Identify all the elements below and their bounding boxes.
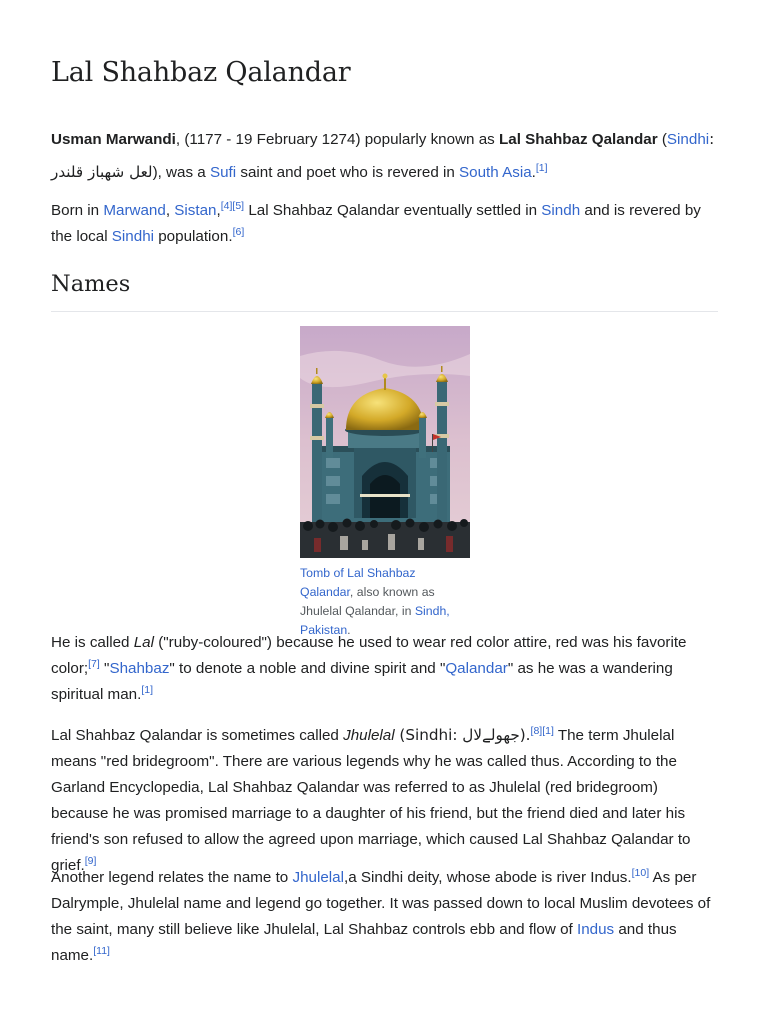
jhulelal-term: Jhulelal — [343, 727, 395, 744]
intro-paragraph: Usman Marwandi, (1177 - 19 February 1274) popularly known as Lal Shahbaz Qalandar (Sindhi: لعل شهباز قلندر), was a Sufi saint and poet who is revered in South Asia.[1] — [51, 130, 715, 181]
citation-ref[interactable]: [9] — [84, 854, 97, 867]
caption-sindh-link[interactable]: Sindh, Pakistan — [300, 604, 450, 637]
citation-ref[interactable]: [1] — [542, 724, 554, 737]
citation-ref[interactable]: [10] — [631, 866, 650, 879]
marwand-link[interactable]: Marwand — [103, 202, 166, 219]
birth-name: Usman Marwandi — [51, 131, 176, 148]
citation-ref[interactable]: [4] — [220, 199, 233, 212]
indus-link[interactable]: Indus — [576, 921, 615, 938]
shahbaz-link[interactable]: Shahbaz — [109, 660, 170, 677]
figure-caption: Tomb of Lal Shahbaz Qalandar, also known as Jhulelal Qalandar, in Sindh, Pakistan. — [300, 566, 450, 637]
sindh-link[interactable]: Sindh — [541, 202, 581, 219]
sindhi-link[interactable]: Sindhi — [666, 131, 710, 148]
citation-ref[interactable]: [8] — [530, 724, 543, 737]
citation-ref[interactable]: [5] — [232, 199, 245, 212]
birth-paragraph: Born in Marwand, Sistan,[4][5] Lal Shahbaz Qalandar eventually settled in Sindh and is revered by the local Sindhi population.[6] — [51, 199, 701, 245]
citation-ref[interactable]: [1] — [535, 161, 548, 174]
lal-paragraph: He is called Lal ("ruby-coloured") because he used to wear red color attire, red was his favorite color;[7] "Shahbaz" to denote a noble and divine spirit and "Qalandar" as he was a wandering spiritual man.[1] — [51, 634, 687, 703]
sistan-link[interactable]: Sistan — [174, 202, 217, 219]
citation-ref[interactable]: [1] — [141, 683, 154, 696]
legend-paragraph: Another legend relates the name to Jhulelal,a Sindhi deity, whose abode is river Indus.[10] As per Dalrymple, Jhulelal name and legend go together. It was passed down to local Muslim devotees of the saint, many still believe like Jhulelal, Lal Shahbaz controls ebb and flow of Indus and thus name.[11] — [51, 866, 711, 964]
citation-ref[interactable]: [6] — [232, 225, 245, 238]
citation-ref[interactable]: [7] — [88, 657, 100, 670]
figure — [300, 326, 470, 640]
page-title: Lal Shahbaz Qalandar — [51, 57, 351, 88]
sufi-link[interactable]: Sufi — [209, 164, 237, 181]
lal-term: Lal — [133, 634, 155, 651]
jhulelal-deity-link[interactable]: Jhulelal — [292, 869, 344, 886]
sindhi-people-link[interactable]: Sindhi — [111, 228, 155, 245]
south-asia-link[interactable]: South Asia — [459, 164, 532, 181]
section-heading-names: Names — [51, 271, 718, 312]
qalandar-link[interactable]: Qalandar — [445, 660, 508, 677]
citation-ref[interactable]: [11] — [93, 944, 110, 957]
known-as-name: Lal Shahbaz Qalandar — [498, 131, 658, 148]
caption-tomb-link[interactable]: Tomb of Lal Shahbaz Qalandar — [300, 566, 416, 599]
shrine-photo[interactable] — [300, 326, 470, 558]
sindhi-name: : لعل شهباز قلندر — [51, 130, 715, 181]
jhulelal-paragraph: Lal Shahbaz Qalandar is sometimes called Jhulelal (Sindhi: جهولےلال).[8][1] The term Jhulelal means "red bridegroom". There are various legends why he was called thus. According to the Garland Encyclopedia, Lal Shahbaz Qalandar was referred to as Jhulelal (red bridegroom) because he was promised marriage to a daughter of his friend, but the friend died and later his friend's son refused to allow the agreed upon marriage, which caused Lal Shahbaz Qalandar to grief.[9] — [51, 724, 691, 874]
